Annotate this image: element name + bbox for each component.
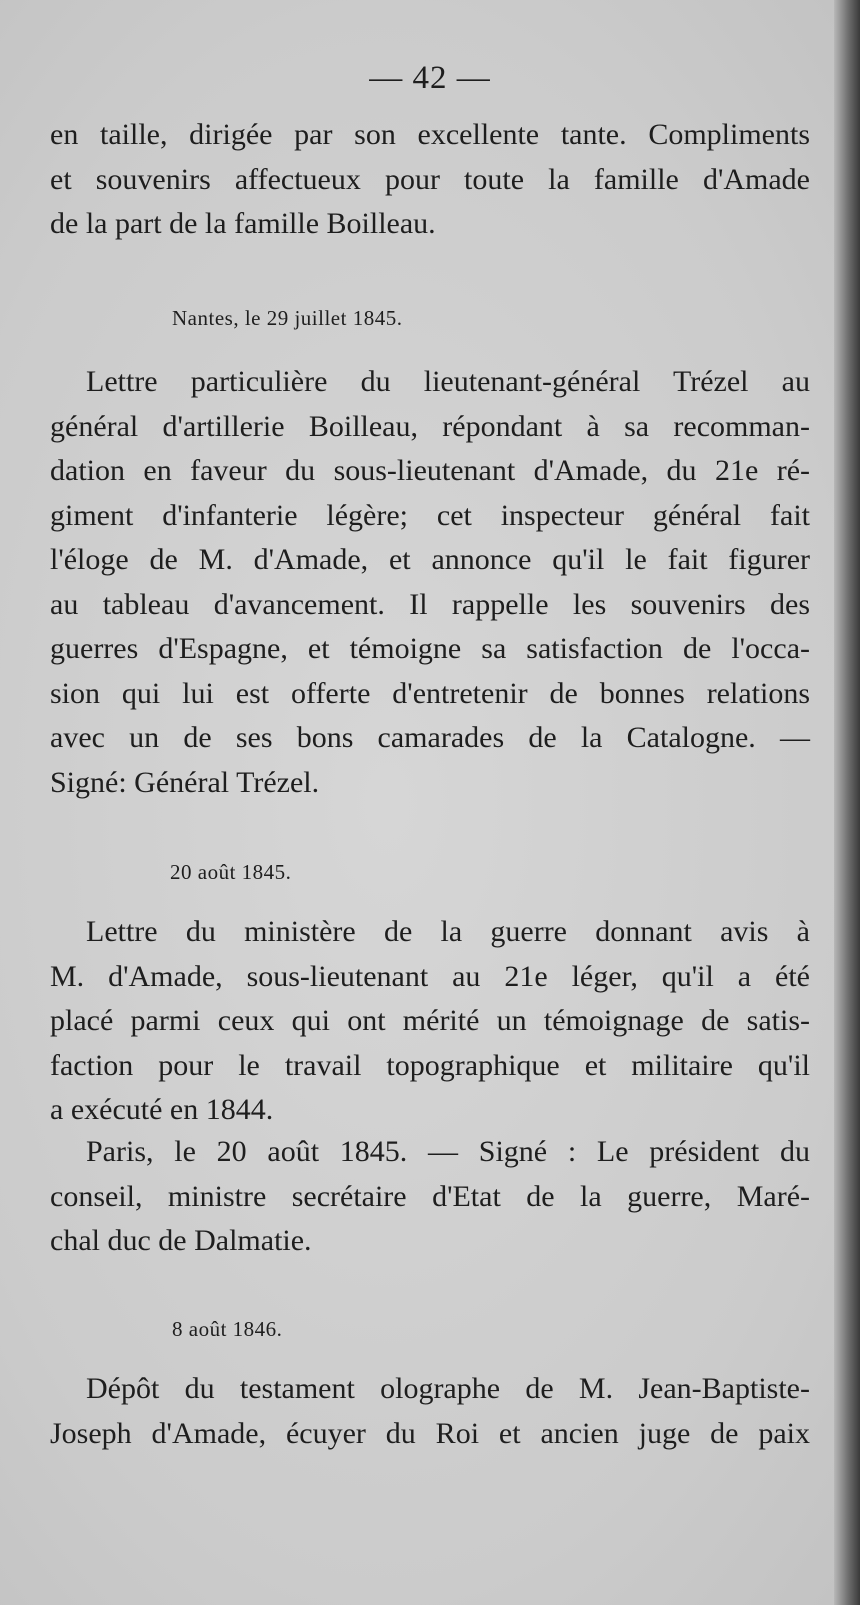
text-line: giment d'infanterie légère; cet inspecteur général fait [50,498,810,532]
text-line: conseil, ministre secrétaire d'Etat de la guerre, Maré- [50,1179,810,1213]
text-line: Lettre du ministère de la guerre donnant avis à [86,915,810,948]
text-line: sion qui lui est offerte d'entretenir de bonnes relations [50,676,810,710]
text-line: avec un de ses bons camarades de la Catalogne. — [50,721,810,754]
text-line: en taille, dirigée par son excellente tante. Compliments [50,118,810,151]
entry-paragraph [50,910,810,1133]
entry-paragraph [50,360,810,805]
entry-paragraph [50,1367,810,1456]
page-edge-shadow [834,0,860,1605]
text-line: dation en faveur du sous-lieutenant d'Amade, du 21e ré- [50,454,810,487]
text-line: a exécuté en 1844. [50,1093,274,1126]
page-number: — 42 — [369,60,491,96]
text-line: placé parmi ceux qui ont mérité un témoignage de satis- [50,1004,810,1037]
text-line: l'éloge de M. d'Amade, et annonce qu'il le fait figurer [50,543,810,576]
text-line: Joseph d'Amade, écuyer du Roi et ancien juge de paix [50,1416,810,1450]
text-line: général d'artillerie Boilleau, répondant à sa recomman- [50,409,810,443]
entry-date-text: 8 août 1846. [172,1317,283,1341]
entry-date [172,1317,282,1341]
text-line: Lettre particulière du lieutenant-général Trézel au [86,365,810,398]
text-line: chal duc de Dalmatie. [50,1224,312,1257]
text-line: M. d'Amade, sous-lieutenant au 21e léger, qu'il a été [50,959,810,993]
text-line: au tableau d'avancement. Il rappelle les souvenirs des [50,587,810,621]
text-line: de la part de la famille Boilleau. [50,207,436,240]
text-line: Dépôt du testament olographe de M. Jean-Baptiste- [86,1372,810,1405]
text-line: Paris, le 20 août 1845. — Signé : Le président du [86,1135,810,1168]
entry-date-text: Nantes, le 29 juillet 1845. [172,306,403,330]
paragraph-continuation [50,113,810,247]
text-line: et souvenirs affectueux pour toute la famille d'Amade [50,162,810,196]
entry-date [172,306,402,330]
entry-date [170,860,291,884]
text-line: Signé: Général Trézel. [50,765,320,799]
text-line: guerres d'Espagne, et témoigne sa satisfaction de l'occa- [50,632,810,665]
text-line: faction pour le travail topographique et militaire qu'il [50,1048,810,1082]
signature-paragraph [50,1130,810,1264]
entry-date-text: 20 août 1845. [170,860,292,884]
